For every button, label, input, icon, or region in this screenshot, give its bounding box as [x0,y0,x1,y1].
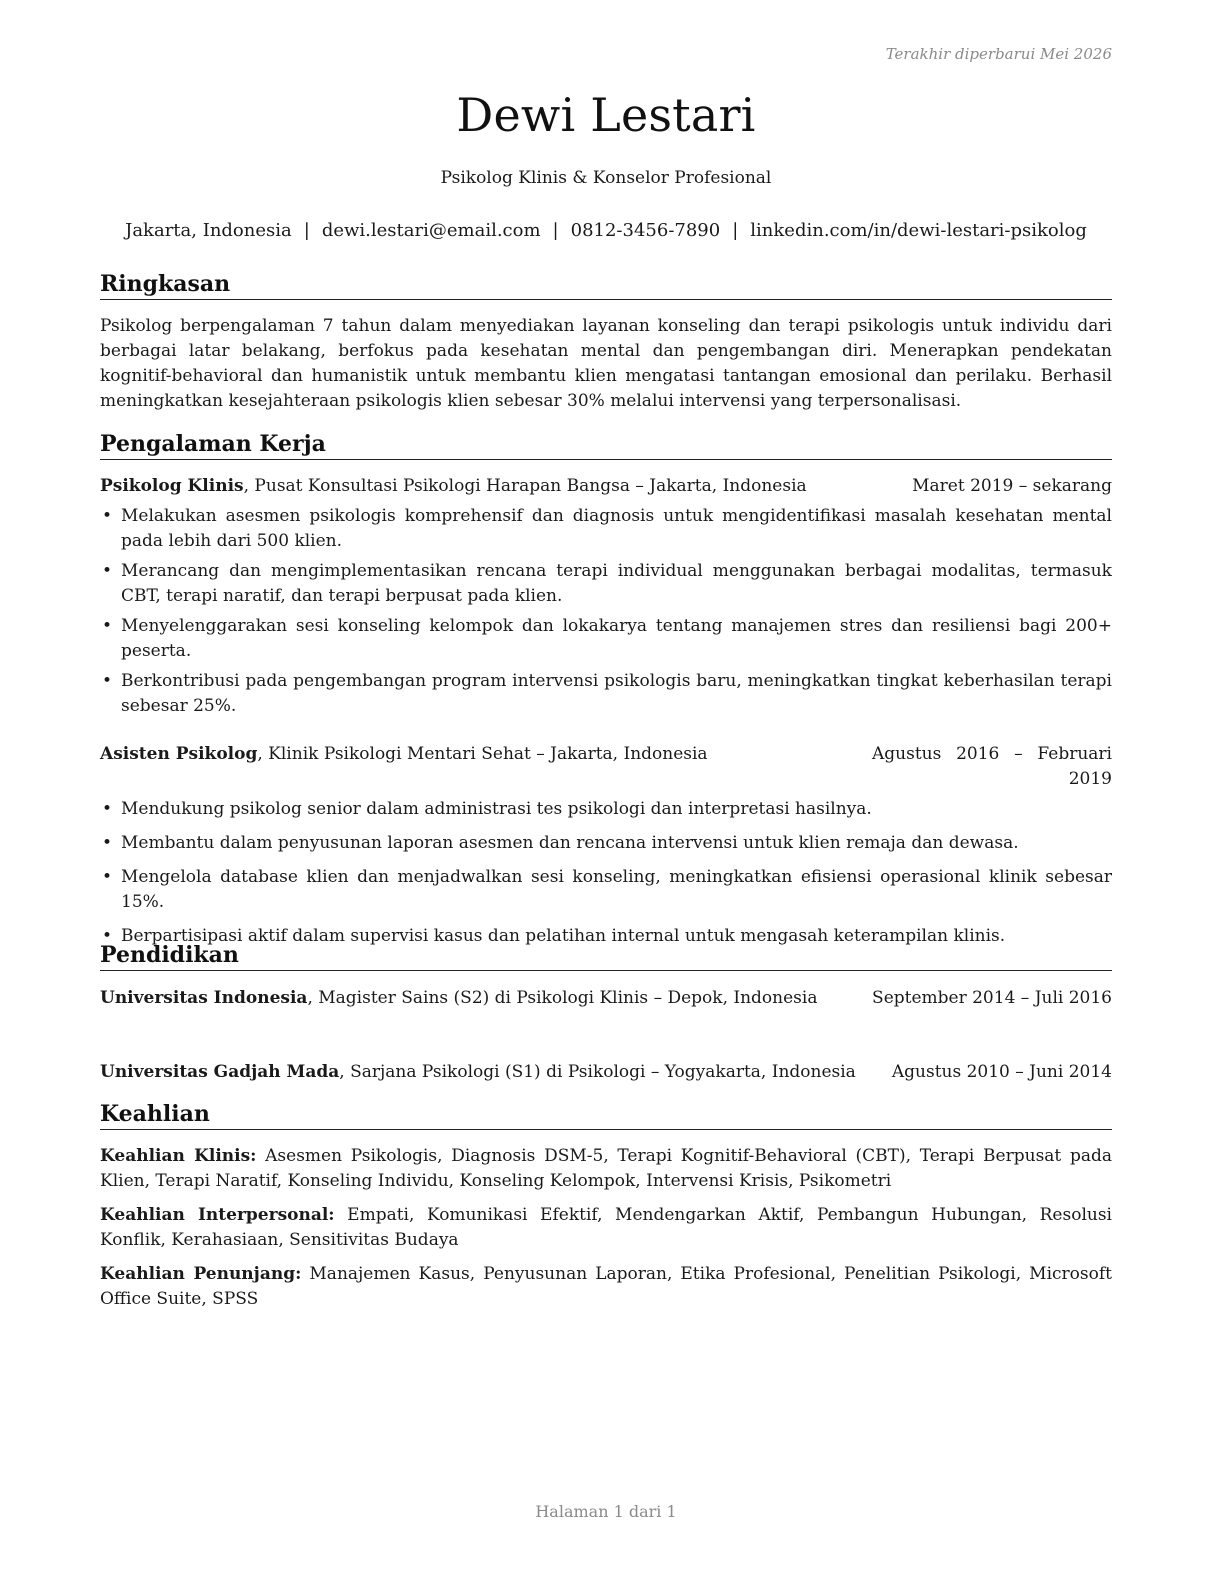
summary-text: Psikolog berpengalaman 7 tahun dalam menyediakan layanan konseling dan terapi psikologis untuk individu dari berbagai latar belakang, berfokus pada kesehatan mental dan pengembangan diri. Menerapkan pendekatan kognitif-behavioral dan humanistik untuk membantu klien mengatasi tantangan emosional dan perilaku. Berhasil meningkatkan kesejahteraan psikologis klien sebesar 30% melalui intervensi yang terpersonalisasi. [100,316,1112,411]
job-header [100,742,1112,792]
bullet-item: • Membantu dalam penyusunan laporan asesmen dan rencana intervensi untuk klien remaja dan dewasa. [100,831,1112,856]
bullet-item: • Mendukung psikolog senior dalam administrasi tes psikologi dan interpretasi hasilnya. [100,797,1112,822]
contact-location: Jakarta, Indonesia [125,220,292,241]
education-school: Universitas Indonesia [100,988,308,1008]
job-header [100,474,1112,499]
last-updated-note: Terakhir diperbarui Mei 2026 [885,45,1112,63]
job-role-org [100,742,872,792]
education-school-detail [100,1060,892,1085]
section-title-experience: Pengalaman Kerja [100,430,1112,460]
education-dates: September 2014 – Juli 2016 [872,988,1112,1008]
contact-separator: | [303,220,310,241]
contact-linkedin[interactable]: linkedin.com/in/dewi-lestari-psikolog [750,220,1087,241]
bullet-item: • Melakukan asesmen psikologis komprehensif dan diagnosis untuk mengidentifikasi masalah kesehatan mental pada lebih dari 500 klien. [100,504,1112,554]
skill-group-label: Keahlian Interpersonal: [100,1205,335,1225]
skill-group-label: Keahlian Klinis: [100,1146,257,1166]
bullet-item: • Merancang dan mengimplementasikan rencana terapi individual menggunakan berbagai modalitas, termasuk CBT, terapi naratif, dan terapi berpusat pada klien. [100,559,1112,609]
candidate-name: Dewi Lestari [456,88,756,142]
contact-email[interactable]: dewi.lestari@email.com [321,220,541,241]
contact-separator: | [732,220,739,241]
job-bullets [100,504,1112,719]
skill-group-label: Keahlian Penunjang: [100,1264,302,1284]
contact-line [100,220,1112,241]
education-entry [100,986,1112,1011]
job-org: , Pusat Konsultasi Psikologi Harapan Bangsa – Jakarta, Indonesia [243,476,807,496]
section-title-education: Pendidikan [100,941,1112,971]
contact-phone: 0812-3456-7890 [570,220,721,241]
education-dates: Agustus 2010 – Juni 2014 [891,1062,1112,1082]
candidate-headline: Psikolog Klinis & Konselor Profesional [440,168,772,188]
bullet-item: • Mengelola database klien dan menjadwalkan sesi konseling, meningkatkan efisiensi operasional klinik sebesar 15%. [100,865,1112,915]
contact-separator: | [552,220,559,241]
job-role: Asisten Psikolog [100,744,258,764]
job-dates: Maret 2019 – sekarang [912,476,1112,496]
bullet-item: • Berkontribusi pada pengembangan program intervensi psikologis baru, meningkatkan tingkat keberhasilan terapi sebesar 25%. [100,669,1112,719]
job-role-org [100,474,912,499]
skill-group-items: Empati, Komunikasi Efektif, Mendengarkan Aktif, Pembangun Hubungan, Resolusi Konflik, Kerahasiaan, Sensitivitas Budaya [100,1205,1112,1250]
education-detail: , Sarjana Psikologi (S1) di Psikologi – Yogyakarta, Indonesia [339,1062,856,1082]
education-detail: , Magister Sains (S2) di Psikologi Klinis – Depok, Indonesia [307,988,818,1008]
skill-group [100,1262,1112,1312]
section-title-summary: Ringkasan [100,270,1112,300]
job-bullets [100,797,1112,949]
job-role: Psikolog Klinis [100,476,244,496]
education-school: Universitas Gadjah Mada [100,1062,340,1082]
education-entry [100,1060,1112,1085]
section-title-skills: Keahlian [100,1100,1112,1130]
education-school-detail [100,986,872,1011]
skill-group [100,1144,1112,1194]
bullet-item: • Menyelenggarakan sesi konseling kelompok dan lokakarya tentang manajemen stres dan resiliensi bagi 200+ peserta. [100,614,1112,664]
skill-group-items: Asesmen Psikologis, Diagnosis DSM-5, Terapi Kognitif-Behavioral (CBT), Terapi Berpusat pada Klien, Terapi Naratif, Konseling Individu, Konseling Kelompok, Intervensi Krisis, Psikometri [100,1146,1112,1191]
skill-group [100,1203,1112,1253]
page-number: Halaman 1 dari 1 [535,1502,677,1521]
skill-group-items: Manajemen Kasus, Penyusunan Laporan, Etika Profesional, Penelitian Psikologi, Microsoft Office Suite, SPSS [100,1264,1112,1309]
bullet-item: • Berpartisipasi aktif dalam supervisi kasus dan pelatihan internal untuk mengasah keterampilan klinis. [100,924,1112,949]
job-dates: Agustus 2016 – Februari 2019 [872,744,1112,789]
resume-page [100,0,1112,1584]
job-org: , Klinik Psikologi Mentari Sehat – Jakarta, Indonesia [257,744,708,764]
